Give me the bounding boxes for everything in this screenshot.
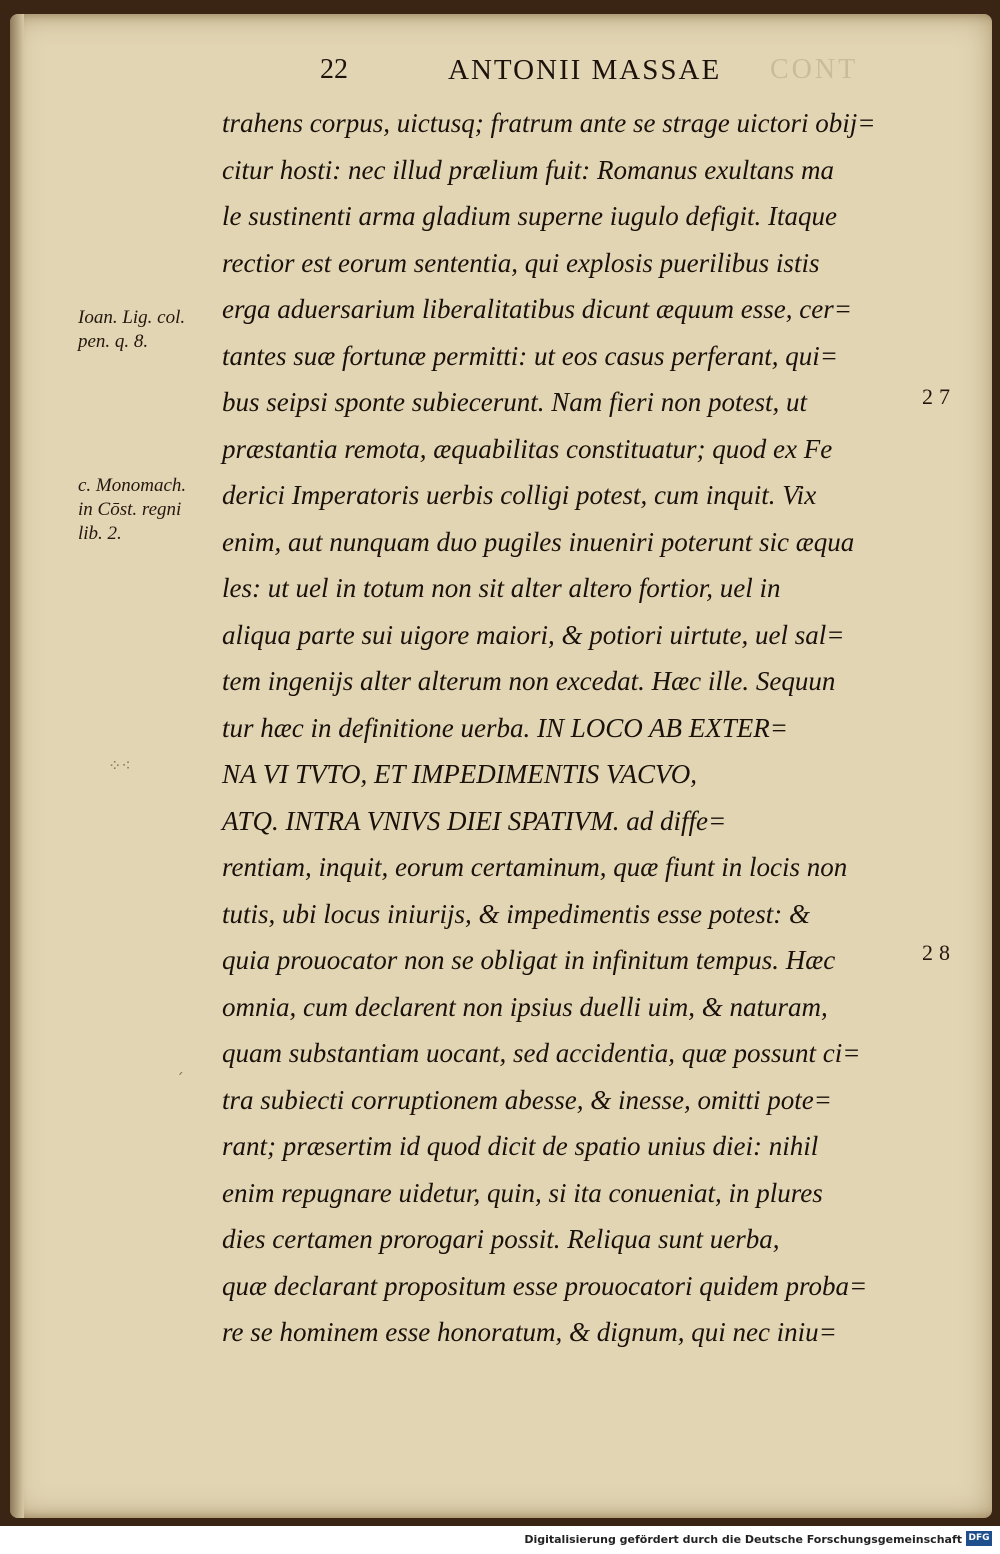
text-line: tantes suæ fortunæ permitti: ut eos casus perferant, qui= xyxy=(222,340,838,371)
text-line: dies certamen prorogari possit. Reliqua sunt uerba, xyxy=(222,1224,780,1254)
text-line: NA VI TVTO, ET IMPEDIMENTIS VACVO, xyxy=(222,759,697,789)
text-line: rectior est eorum sententia, qui explosis puerilibus istis xyxy=(222,247,820,278)
text-line: tra subiecti corruptionem abesse, & inesse, omitti pote= xyxy=(222,1084,832,1115)
text-line: re se hominem esse honoratum, & dignum, qui nec iniu= xyxy=(222,1317,837,1347)
dfg-logo: DFG xyxy=(966,1531,992,1546)
text-line: quæ declarant propositum esse prouocatori quidem proba= xyxy=(222,1270,868,1301)
page-number: 22 xyxy=(320,54,348,85)
text-line: derici Imperatoris uerbis colligi potest, cum inquit. Vix xyxy=(222,480,817,510)
text-line: quia prouocator non se obligat in infinitum tempus. Hæc xyxy=(222,945,836,975)
text-line: les: ut uel in totum non sit alter altero fortior, uel in xyxy=(222,573,781,603)
bleed-through-text: CONT xyxy=(770,54,859,85)
running-title: ANTONII MASSAE xyxy=(448,54,722,86)
body-text xyxy=(222,100,922,1356)
text-line: enim, aut nunquam duo pugiles inueniri poterunt sic æqua xyxy=(222,526,855,557)
margin-note-line: Ioan. Lig. col. xyxy=(78,307,186,328)
footer-credit: Digitalisierung gefördert durch die Deutsche Forschungsgemeinschaft xyxy=(524,1533,962,1546)
text-line: erga aduersarium liberalitatibus dicunt æquum esse, cer= xyxy=(222,294,852,324)
section-number-27: 27 xyxy=(922,384,956,409)
running-head xyxy=(0,52,1000,92)
margin-note-line: c. Monomach. xyxy=(78,475,187,496)
margin-note-line: in Cōst. regni xyxy=(78,499,182,520)
text-line: omnia, cum declarent non ipsius duelli uim, & naturam, xyxy=(222,991,828,1022)
text-line: præstantia remota, æquabilitas constituatur; quod ex Fe xyxy=(222,433,833,464)
text-line: rentiam, inquit, eorum certaminum, quæ fiunt in locis non xyxy=(222,852,848,882)
ink-smudge-mark: ⁘⁖ xyxy=(108,756,131,775)
text-line: quam substantiam uocant, sed accidentia, quæ possunt ci= xyxy=(222,1038,861,1068)
text-line: ATQ. INTRA VNIVS DIEI SPATIVM. ad diffe= xyxy=(222,805,727,836)
margin-note-monomachia xyxy=(78,474,186,546)
page-gutter-shadow xyxy=(10,14,24,1518)
margin-note-line: lib. 2. xyxy=(78,523,122,544)
text-line: tur hæc in definitione uerba. IN LOCO AB EXTER= xyxy=(222,712,788,743)
text-line: rant; præsertim id quod dicit de spatio unius diei: nihil xyxy=(222,1131,819,1161)
text-line: tem ingenijs alter alterum non excedat. Hæc ille. Sequun xyxy=(222,666,836,696)
section-number-28: 28 xyxy=(922,940,956,965)
text-line: aliqua parte sui uigore maiori, & potiori uirtute, uel sal= xyxy=(222,619,845,650)
text-line: bus seipsi sponte subiecerunt. Nam fieri non potest, ut xyxy=(222,387,807,417)
digitization-footer xyxy=(0,1526,1000,1554)
margin-note-ligniano xyxy=(78,306,185,354)
margin-note-line: pen. q. 8. xyxy=(78,331,149,352)
text-line: le sustinenti arma gladium superne iugulo defigit. Itaque xyxy=(222,201,837,231)
text-line: tutis, ubi locus iniurijs, & impedimentis esse potest: & xyxy=(222,898,810,929)
text-line: citur hosti: nec illud prælium fuit: Romanus exultans ma xyxy=(222,154,834,185)
text-line: trahens corpus, uictusq; fratrum ante se strage uictori obij= xyxy=(222,108,876,138)
ink-smudge-mark: ˊ xyxy=(176,1070,184,1089)
text-line: enim repugnare uidetur, quin, si ita conueniat, in plures xyxy=(222,1177,823,1208)
